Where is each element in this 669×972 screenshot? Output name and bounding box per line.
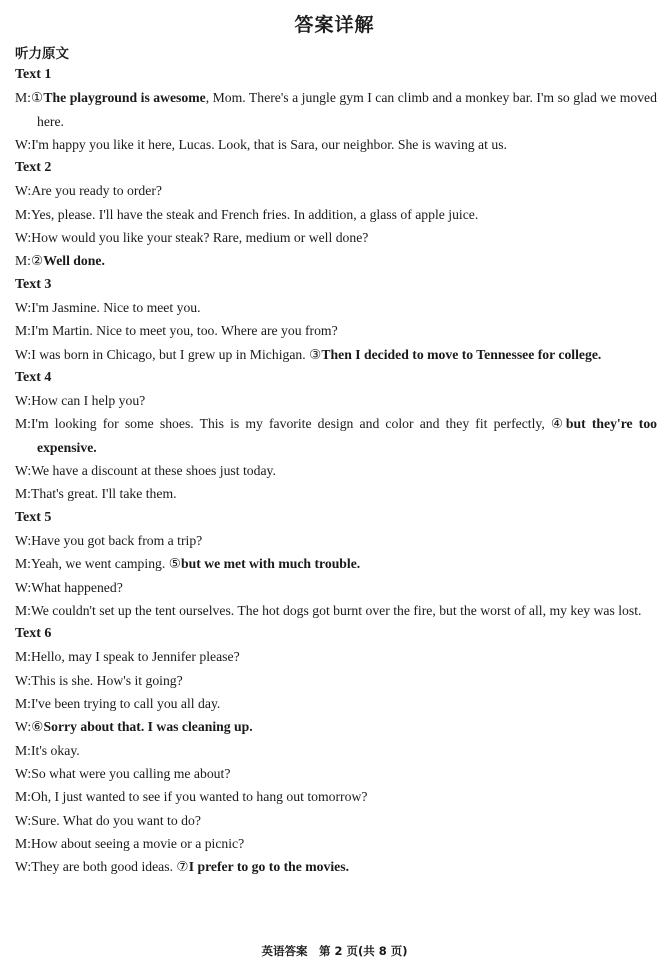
dialogue-line — [15, 576, 657, 599]
dialogue-text: I'm looking for some shoes. This is my favorite design and color and they fit perfectly, — [30, 416, 551, 432]
dialogue-text: How would you like your steak? Rare, medium or well done? — [31, 230, 369, 246]
dialogue-line — [15, 715, 657, 738]
dialogue-line — [15, 552, 657, 575]
text-label: Text 4 — [15, 369, 52, 385]
dialogue-text: , Mom. There's a jungle gym I can climb and a monkey bar. I'm so glad we moved here. — [37, 90, 657, 129]
dialogue-text: How about seeing a movie or a picnic? — [30, 835, 245, 851]
dialogue-line — [15, 319, 657, 342]
dialogue-line — [15, 133, 657, 156]
transcript — [15, 63, 657, 878]
dialogue-line — [15, 86, 657, 133]
dialogue-text: Are you ready to order? — [31, 183, 162, 199]
dialogue-line — [15, 832, 657, 855]
dialogue-text: They are both good ideas. — [31, 859, 177, 875]
dialogue-line — [15, 739, 657, 762]
speaker-label: W: — [15, 393, 32, 409]
dialogue-line — [15, 389, 657, 412]
speaker-label: M: — [15, 742, 31, 758]
speaker-label: W: — [15, 136, 32, 152]
dialogue-line — [15, 179, 657, 202]
question-number: ④ — [550, 416, 566, 432]
dialogue-line — [15, 599, 657, 622]
speaker-label: W: — [15, 183, 32, 199]
speaker-label: W: — [15, 812, 32, 828]
speaker-label: M: — [15, 696, 31, 712]
dialogue-text: It's okay. — [30, 742, 80, 758]
dialogue-text: That's great. I'll take them. — [30, 486, 177, 502]
answer-text: but they're too expensive. — [37, 416, 658, 455]
speaker-label: W: — [15, 672, 32, 688]
dialogue-line — [15, 692, 657, 715]
speaker-label: W: — [15, 765, 32, 781]
dialogue-line — [15, 412, 657, 459]
speaker-label: W: — [15, 719, 32, 735]
question-number: ② — [30, 253, 44, 269]
speaker-label: M: — [15, 90, 31, 106]
dialogue-text: I'm Martin. Nice to meet you, too. Where are you from? — [30, 323, 338, 339]
dialogue-line — [15, 226, 657, 249]
dialogue-line — [15, 529, 657, 552]
text-label: Text 6 — [15, 626, 52, 642]
dialogue-line — [15, 855, 657, 878]
text-label: Text 1 — [15, 67, 52, 82]
speaker-label: M: — [15, 323, 31, 339]
dialogue-line — [15, 645, 657, 668]
dialogue-text: I've been trying to call you all day. — [30, 696, 221, 712]
dialogue-line — [15, 296, 657, 319]
speaker-label: M: — [15, 556, 31, 572]
dialogue-text: I'm Jasmine. Nice to meet you. — [31, 299, 201, 315]
speaker-label: W: — [15, 859, 32, 875]
dialogue-text: Yeah, we went camping. — [30, 556, 169, 572]
dialogue-line — [15, 249, 657, 272]
dialogue-text: We have a discount at these shoes just today. — [31, 463, 276, 479]
dialogue-text: This is she. How's it going? — [31, 672, 183, 688]
dialogue-line — [15, 203, 657, 226]
speaker-label: W: — [15, 346, 32, 362]
speaker-label: W: — [15, 463, 32, 479]
answer-text: The playground is awesome — [43, 90, 206, 106]
speaker-label: M: — [15, 206, 31, 222]
page-title: 答案详解 — [294, 14, 375, 36]
speaker-label: M: — [15, 416, 31, 432]
dialogue-text: We couldn't set up the tent ourselves. The hot dogs got burnt over the fire, but the worst of all, my key was lost. — [30, 602, 642, 618]
dialogue-text: Have you got back from a trip? — [31, 532, 203, 548]
text-label: Text 5 — [15, 509, 52, 525]
dialogue-line — [15, 762, 657, 785]
answer-text: I prefer to go to the movies. — [188, 859, 349, 875]
question-number: ③ — [309, 346, 322, 362]
question-number: ⑥ — [31, 719, 44, 735]
text-label: Text 3 — [15, 276, 52, 292]
speaker-label: M: — [15, 649, 31, 665]
dialogue-text: Yes, please. I'll have the steak and French fries. In addition, a glass of apple juice. — [30, 206, 479, 222]
speaker-label: W: — [15, 579, 32, 595]
question-number: ⑤ — [168, 556, 182, 572]
dialogue-line — [15, 459, 657, 482]
question-number: ① — [30, 90, 44, 106]
answer-text: Well done. — [43, 253, 105, 269]
dialogue-line — [15, 785, 657, 808]
speaker-label: M: — [15, 602, 31, 618]
dialogue-line — [15, 343, 657, 366]
dialogue-text: I'm happy you like it here, Lucas. Look, that is Sara, our neighbor. She is waving at us. — [31, 136, 507, 152]
speaker-label: M: — [15, 253, 31, 269]
answer-text: but we met with much trouble. — [181, 556, 361, 572]
dialogue-line — [15, 809, 657, 832]
dialogue-text: I was born in Chicago, but I grew up in Michigan. — [31, 346, 310, 362]
dialogue-text: Hello, may I speak to Jennifer please? — [30, 649, 240, 665]
dialogue-text: So what were you calling me about? — [31, 765, 231, 781]
speaker-label: W: — [15, 532, 32, 548]
dialogue-line — [15, 482, 657, 505]
dialogue-text: How can I help you? — [31, 393, 146, 409]
section-heading: 听力原文 — [15, 46, 69, 62]
speaker-label: M: — [15, 789, 31, 805]
text-label: Text 2 — [15, 160, 52, 176]
speaker-label: M: — [15, 835, 31, 851]
answer-text: Then I decided to move to Tennessee for college. — [321, 346, 602, 362]
speaker-label: W: — [15, 299, 32, 315]
speaker-label: M: — [15, 486, 31, 502]
dialogue-line — [15, 669, 657, 692]
question-number: ⑦ — [176, 859, 189, 875]
speaker-label: W: — [15, 230, 32, 246]
page-footer: 英语答案 第 2 页(共 8 页) — [261, 944, 408, 958]
dialogue-text: Oh, I just wanted to see if you wanted to hang out tomorrow? — [30, 789, 368, 805]
dialogue-text: Sure. What do you want to do? — [31, 812, 201, 828]
dialogue-text: What happened? — [31, 579, 123, 595]
answer-text: Sorry about that. I was cleaning up. — [43, 719, 253, 735]
